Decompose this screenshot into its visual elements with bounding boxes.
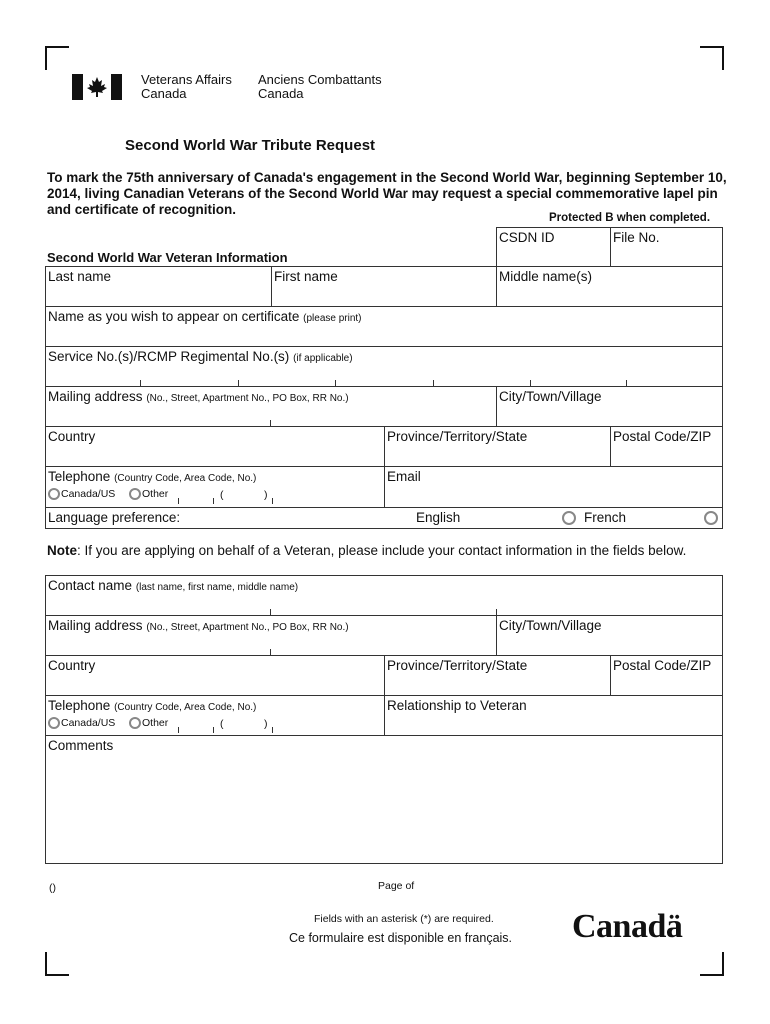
english-label: English [416,510,461,525]
veteran-section-title: Second World War Veteran Information [47,250,288,265]
form-title: Second World War Tribute Request [125,137,376,154]
comments-field[interactable]: Comments [45,735,723,864]
telephone-field[interactable]: Telephone (Country Code, Area Code, No.) [45,466,385,508]
required-fields-notice: Fields with an asterisk (*) are required. [314,913,494,925]
contact-postal-code-field[interactable]: Postal Code/ZIP [610,655,723,696]
radio-icon [48,488,60,500]
contact-country-field[interactable]: Country [45,655,385,696]
contact-telephone-field[interactable]: Telephone (Country Code, Area Code, No.) [45,695,385,736]
department-name-fr: Anciens Combattants Canada [258,72,382,101]
page-number: Page of [378,880,415,892]
form-code: () [49,882,56,894]
canada-flag-icon [72,74,122,100]
area-code-paren-open: ( [220,489,224,501]
csdn-id-field[interactable]: CSDN ID [496,227,611,267]
service-number-field[interactable]: Service No.(s)/RCMP Regimental No.(s) (if applicable) [45,346,723,387]
protected-b-notice: Protected B when completed. [549,212,711,224]
french-available-notice: Ce formulaire est disponible en français. [289,931,513,945]
crop-mark-bottom-left [45,952,69,976]
contact-mailing-address-field[interactable]: Mailing address (No., Street, Apartment No., PO Box, RR No.) [45,615,497,656]
contact-telephone-other-radio[interactable]: Other [129,717,168,729]
postal-code-field[interactable]: Postal Code/ZIP [610,426,723,467]
contact-province-field[interactable]: Province/Territory/State [384,655,611,696]
last-name-field[interactable]: Last name [45,266,272,307]
contact-telephone-canada-us-radio[interactable]: Canada/US [48,717,115,729]
telephone-canada-us-radio[interactable]: Canada/US [48,488,115,500]
first-name-field[interactable]: First name [271,266,497,307]
crop-mark-bottom-right [700,952,724,976]
city-field[interactable]: City/Town/Village [496,386,723,427]
canada-wordmark: Canadä [572,908,683,945]
french-radio[interactable] [704,511,718,525]
applicant-note: Note: If you are applying on behalf of a Veteran, please include your contact information in the fields below. [47,543,687,558]
intro-text: To mark the 75th anniversary of Canada's engagement in the Second World War, beginning September 10, 2014, living Canadian Veterans of the Second World War may request a special commemorative lapel pin and certificate of recognition. [47,170,727,217]
province-field[interactable]: Province/Territory/State [384,426,611,467]
department-name-en: Veterans Affairs Canada [141,72,232,101]
contact-area-code-paren-open: ( [220,718,224,730]
radio-icon [129,488,141,500]
relationship-field[interactable]: Relationship to Veteran [384,695,723,736]
crop-mark-top-left [45,46,69,70]
middle-names-field[interactable]: Middle name(s) [496,266,723,307]
contact-name-field[interactable]: Contact name (last name, first name, middle name) [45,575,723,616]
contact-city-field[interactable]: City/Town/Village [496,615,723,656]
certificate-name-field[interactable]: Name as you wish to appear on certificate (please print) [45,306,723,347]
french-label: French [584,510,627,525]
country-field[interactable]: Country [45,426,385,467]
crop-mark-top-right [700,46,724,70]
email-field[interactable]: Email [384,466,723,508]
area-code-paren-close: ) [264,489,268,501]
telephone-other-radio[interactable]: Other [129,488,168,500]
radio-icon [48,717,60,729]
english-radio[interactable] [562,511,576,525]
mailing-address-field[interactable]: Mailing address (No., Street, Apartment No., PO Box, RR No.) [45,386,497,427]
language-preference-row: Language preference: [45,507,723,529]
contact-area-code-paren-close: ) [264,718,268,730]
file-no-field[interactable]: File No. [610,227,723,267]
radio-icon [129,717,141,729]
